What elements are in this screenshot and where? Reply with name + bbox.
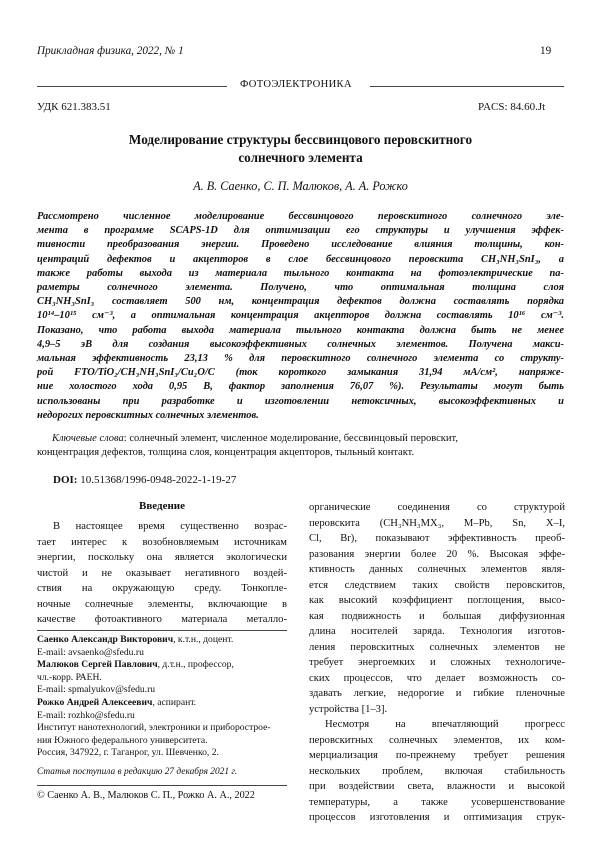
author-degree: , аспирант. [152,696,197,708]
left-column-line: В настоящее время существенно возрас- [53,521,287,532]
article-title [37,131,564,167]
left-column-line: энергии, поскольку она является экологически [37,552,287,563]
abstract [37,210,564,423]
right-column-line: как высокий коэффициент поглощения, высо- [309,595,565,606]
abstract-line: мальная эффективность 23,13 % для перовскитного солнечного элемента со структу- [37,353,564,365]
affiliation-line: E-mail: rozhko@sfedu.ru [37,709,135,721]
article-title-line-2: солнечного элемента [238,150,363,165]
right-column-line: Несмотря на впечатляющий прогресс [325,719,565,730]
affiliation-line: E-mail: spmalyukov@sfedu.ru [37,684,156,696]
abstract-line: также работы выхода из материала тыльного контакта на фотоэлектрические па- [37,267,564,279]
journal-header: Прикладная физика, 2022, № 1 [37,45,184,57]
article-authors: А. В. Саенко, С. П. Малюков, А. А. Рожко [193,179,408,193]
keywords-label: Ключевые слова [52,433,124,444]
abstract-line: ние холостого хода 0,95 В, фактор заполнения 76,07 %). Результаты могут быть [37,381,564,393]
right-column-line: разования энергии более 20 %. Высокая эффе- [309,548,565,560]
left-column-line: тает интерес к возобновляемым источникам [37,536,287,548]
right-column-line: кая подвижность и большая диффузионная [309,610,565,622]
author-name: Малюков Сергей Павлович [37,659,158,671]
right-column-text [309,500,565,826]
abstract-line: раметры солнечного элемента. Получено, что оптимальная толщина слоя [37,282,564,294]
author-degree: , д.т.н., профессор, [157,659,234,671]
affiliation-line [37,634,292,647]
left-column-line: ствия на окружающую среду. Тонкопле- [37,583,287,594]
abstract-line: Показано, что работа выхода материала тыльного контакта должна быть не менее [37,324,564,336]
abstract-line: недорогих перовскитных солнечных элементов. [37,409,259,421]
footnote-rule [37,630,287,631]
received-date: Статья поступила в редакцию 27 декабря 2021 г. [37,767,238,777]
doi [53,474,236,486]
abstract-line: Рассмотрено численное моделирование бессвинцового перовскитного солнечного эле- [37,211,564,222]
affiliation-line [37,697,292,710]
copyright-rule [37,785,287,786]
abstract-line: CH₃NH₃SnI₃ составляет 500 нм, концентрация дефектов должна составлять порядка [37,296,564,308]
page-number: 19 [540,45,552,57]
abstract-line: 10¹⁴–10¹⁵ см⁻³, а оптимальная концентрация акцепторов должна составлять 10¹⁶ см⁻³. [37,310,564,322]
abstract-line: 4,9–5 эВ для создания высокоэффективных солнечных элементов. Получена макси- [37,338,564,350]
affiliation-line: Институт нанотехнологий, электроники и приборострое- [37,722,271,734]
abstract-line: рой FTO/TiO₂/CH₃NH₃SnI₃/Cu₂O/C (ток короткого замыкания 31,94 мА/см², напряже- [37,367,564,379]
copyright: © Саенко А. В., Малюков С. П., Рожко А. А., 2022 [37,790,255,801]
right-column-line: процессов изготовления и оптимизация струк- [309,812,565,823]
keywords [37,432,564,460]
doi-label: DOI: [53,474,78,486]
left-column-line: чистой и не оказывает негативного воздей- [37,567,287,579]
right-column-line: ления перовскитных солнечных элементов не [309,641,565,653]
affiliation-line: чл.-корр. РАЕН. [37,671,102,683]
right-column-line: при воздействии света, влажности и высокой [309,781,565,792]
doi-value: 10.51368/1996-0948-2022-1-19-27 [77,474,237,486]
right-column-line: здавать легкие, недорогие и гибкие пленочные [309,688,565,699]
affiliation-line [37,659,292,672]
section-rule-right [370,86,564,87]
abstract-line: мента в программе SCAPS-1D для оптимизации его структуры и улучшения эффек- [37,225,564,237]
udk-code: УДК 621.383.51 [37,101,111,113]
affiliation-line: Россия, 347922, г. Таганрог, ул. Шевченко, 2. [37,747,219,759]
right-column-line: Cl, Br), показывают эффективность преоб- [309,533,565,544]
keywords-line-1: : солнечный элемент, численное моделирование, бессвинцовый перовскит, [123,433,458,444]
keywords-line-2: концентрация дефектов, толщина слоя, концентрация акцепторов, тыльный контакт. [37,447,415,458]
abstract-line: тивности преобразования энергии. Проведено исследование влияния толщины, кон- [37,239,564,251]
section-rule-left [37,86,227,87]
right-column-line: ктивность данных солнечных элементов явля- [309,564,565,575]
right-column-line: перовскитных солнечных элементов, их ком- [309,734,565,746]
abstract-line: использованы при разработке и изготовлении нетоксичных, высокоэффективных и [37,395,564,407]
right-column-line: ских процессов, что делает возможность со- [309,672,565,684]
affiliation-line: E-mail: avsaenko@sfedu.ru [37,646,144,658]
pacs-code: PACS: 84.60.Jt [478,101,546,113]
section-heading-introduction: Введение [138,500,186,512]
right-column-line: требует энергоемких и сложных технологиче- [309,657,565,668]
affiliation-line: ния Южного федерального университета. [37,734,208,746]
left-column-line: ночные солнечные элементы, включающие в [37,598,287,610]
section-label: ФОТОЭЛЕКТРОНИКА [240,79,352,90]
author-name: Саенко Александр Викторович [37,634,174,645]
right-column-line: ется следствием таких свойств перовскитов, [309,579,565,591]
left-column-text [37,519,287,628]
right-column-line: нескольких проблем, включая стабильность [309,765,565,777]
author-name: Рожко Андрей Алексеевич [37,696,153,708]
left-column-line: качестве фотоактивного материала металло- [37,614,287,625]
abstract-line: центраций дефектов и акцепторов в слое бессвинцового перовскита CH₃NH₃SnI₃, а [37,253,564,265]
right-column-line: температуры, а также усовершенствование [309,796,565,808]
right-column-line: органические соединения со структурой [309,502,565,513]
author-affiliations [37,634,292,760]
author-degree: , к.т.н., доцент. [173,634,234,645]
right-column-line: длина носителей заряда. Технология изготов- [309,626,565,637]
article-title-line-1: Моделирование структуры бессвинцового перовскитного [128,132,473,147]
right-column-line: мерциализация по-прежнему требует решения [309,750,565,761]
right-column-line: перовскита (CH₃NH₃MX₃, M–Pb, Sn, X–I, [309,517,565,529]
right-column-line: устройства [1–3]. [309,703,388,715]
